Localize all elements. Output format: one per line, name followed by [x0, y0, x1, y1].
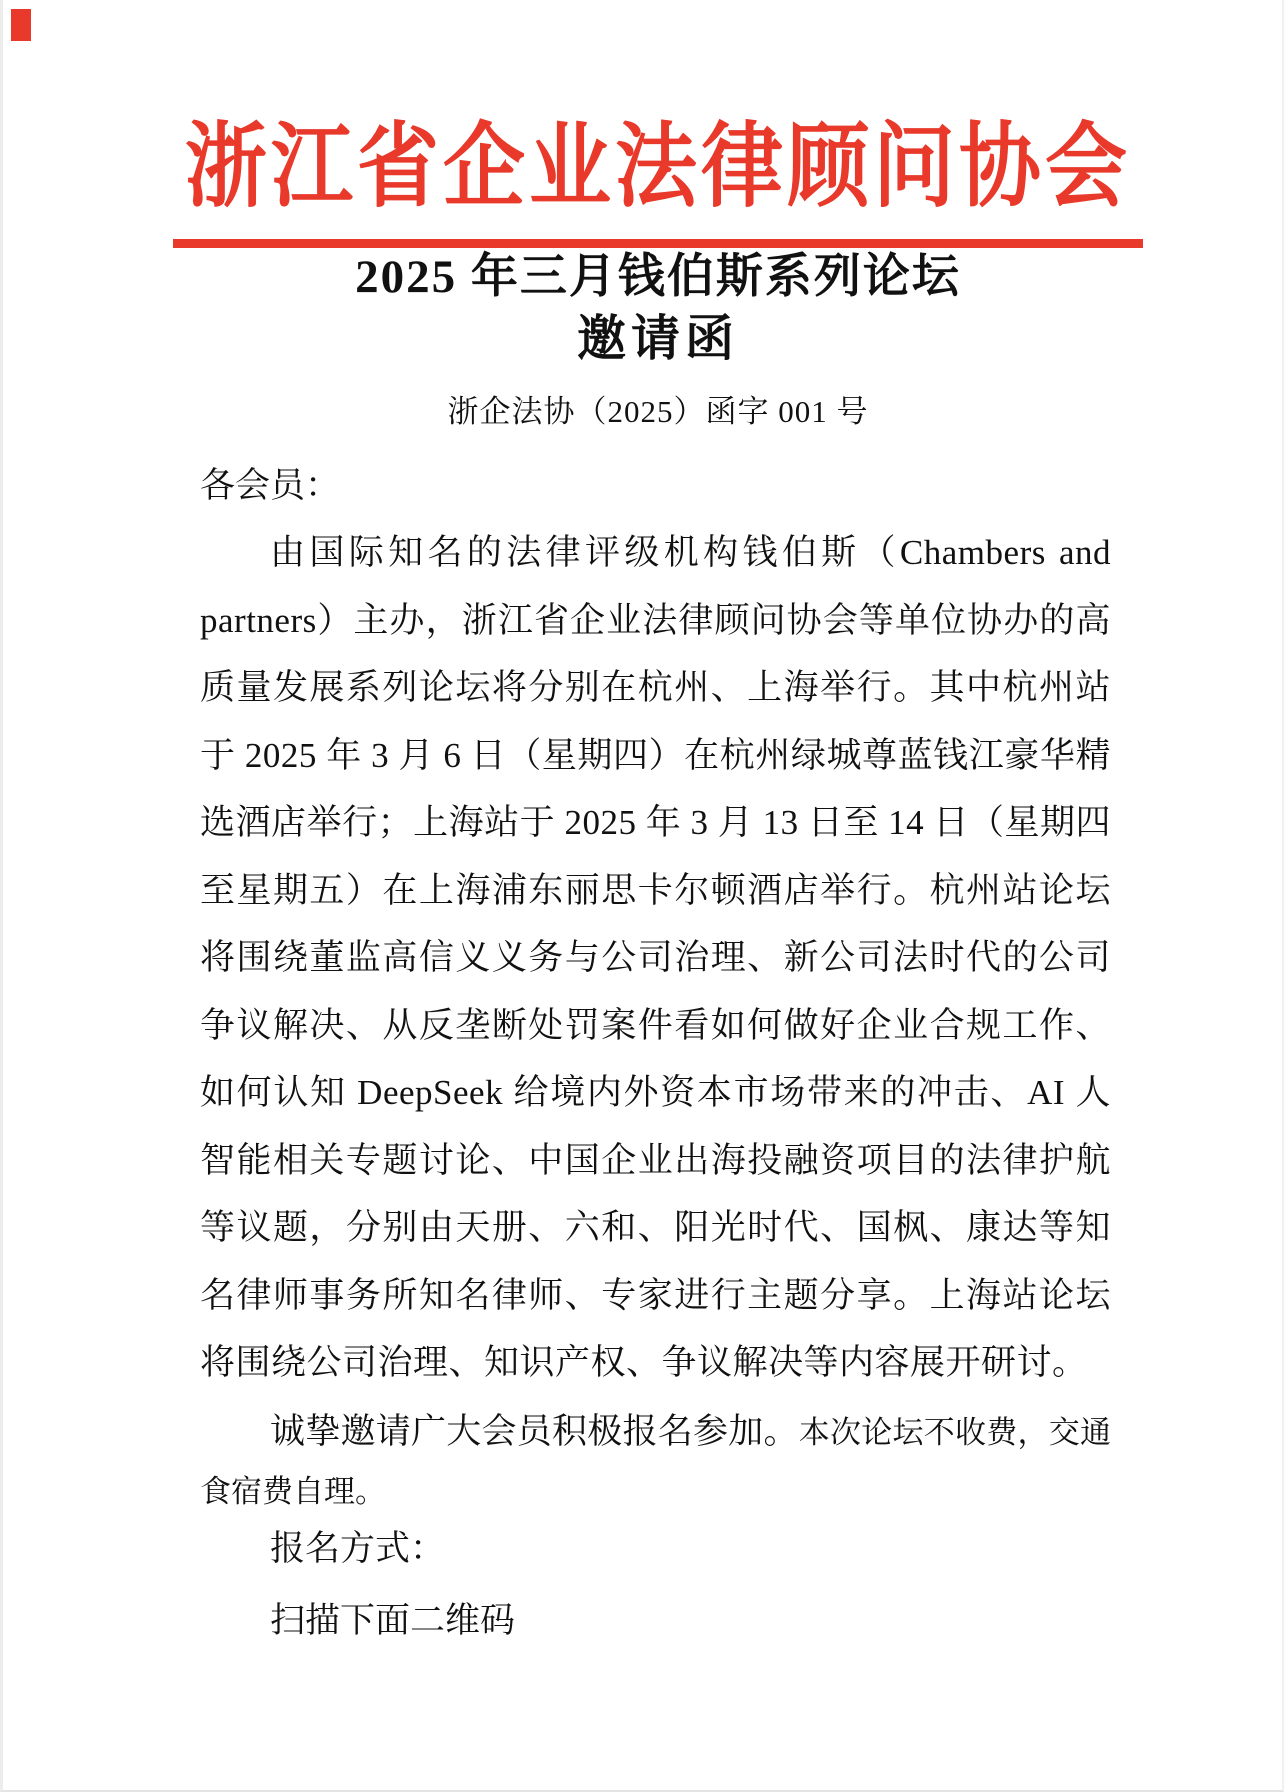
letterhead-title: 浙江省企业法律顾问协会	[184, 116, 1131, 219]
document-subtitle: 邀请函	[576, 311, 739, 366]
letterhead-divider	[173, 239, 1143, 248]
invitation-paragraph	[200, 1403, 1111, 1521]
salutation: 各会员：	[200, 466, 341, 505]
signup-method-line: 报名方式：	[270, 1528, 446, 1568]
qr-instruction-line: 扫描下面二维码	[270, 1600, 516, 1640]
document-title: 2025 年三月钱伯斯系列论坛	[355, 251, 961, 303]
letter-body	[200, 452, 1111, 1651]
main-paragraph: 由国际知名的法律评级机构钱伯斯（Chambers and partners）主办，浙江省企业法律顾问协会等单位协办的高质量发展系列论坛将分别在杭州、上海举行。其中杭州站于 2025 年 3 月 6 日（星期四）在杭州绿城尊蓝钱江豪华精选酒店举行；上海站于 2025 年 3 月 13 日至 14 日（星期四至星期五）在上海浦东丽思卡尔顿酒店举行。杭州站论坛将围绕董监高信义义务与公司治理、新公司法时代的公司争议解决、从反垄断处罚案件看如何做好企业合规工作、如何认知 DeepSeek 给境内外资本市场带来的冲击、AI 人智能相关专题讨论、中国企业出海投融资项目的法律护航等议题，分别由天册、六和、阳光时代、国枫、康达等知名律师事务所知名律师、专家进行主题分享。上海站论坛将围绕公司治理、知识产权、争议解决等内容展开研讨。	[200, 533, 1111, 1382]
invitation-sentence: 诚挚邀请广大会员积极报名参加。	[270, 1411, 799, 1451]
document-reference-number: 浙企法协（2025）函字 001 号	[447, 394, 869, 429]
fee-note: 本次论坛不收费，交通食宿费自理。	[200, 1414, 1111, 1509]
scan-artifact-mark	[11, 9, 31, 41]
